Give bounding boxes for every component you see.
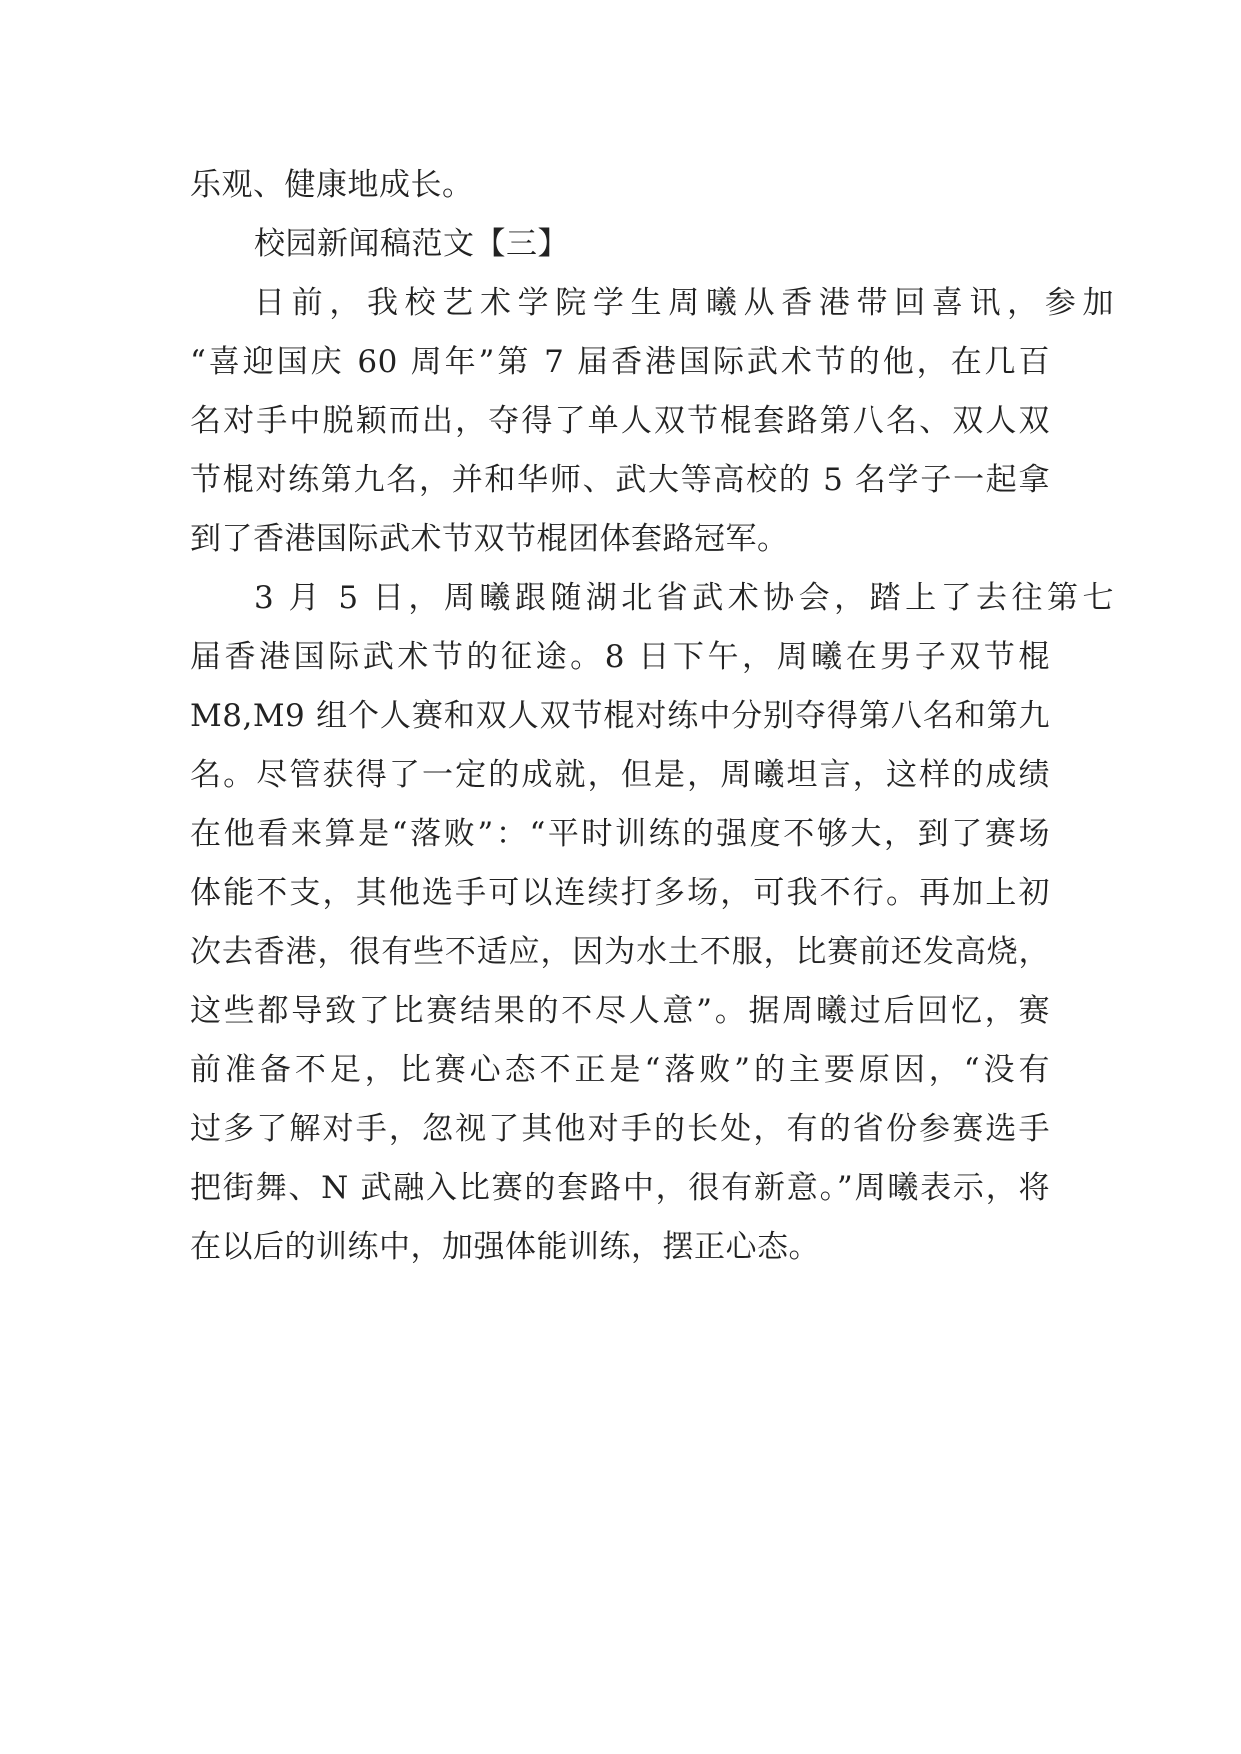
paragraph2-line: 这些都导致了比赛结果的不尽人意”。据周曦过后回忆，赛 (190, 993, 1050, 1029)
paragraph2-line: 届香港国际武术节的征途。8 日下午，周曦在男子双节棍 (190, 639, 1050, 675)
paragraph1-line: 节棍对练第九名，并和华师、武大等高校的 5 名学子一起拿 (190, 462, 1050, 498)
paragraph1-line: “喜迎国庆 60 周年”第 7 届香港国际武术节的他，在几百 (190, 344, 1050, 380)
document-body (190, 156, 1114, 1277)
paragraph2-line: M8,M9 组个人赛和双人双节棍对练中分别夺得第八名和第九 (190, 698, 1050, 734)
paragraph1-line: 日前，我校艺术学院学生周曦从香港带回喜讯，参加 (254, 285, 1114, 321)
paragraph2-line: 3 月 5 日，周曦跟随湖北省武术协会，踏上了去往第七 (254, 580, 1114, 616)
paragraph2-line: 前准备不足，比赛心态不正是“落败”的主要原因，“没有 (190, 1052, 1050, 1088)
paragraph2-line: 在他看来算是“落败”：“平时训练的强度不够大，到了赛场 (190, 816, 1050, 852)
paragraph2-line: 名。尽管获得了一定的成就，但是，周曦坦言，这样的成绩 (190, 757, 1050, 793)
paragraph2-line: 体能不支，其他选手可以连续打多场，可我不行。再加上初 (190, 875, 1050, 911)
section-title: 校园新闻稿范文【三】 (254, 226, 569, 262)
paragraph2-line: 次去香港，很有些不适应，因为水土不服，比赛前还发高烧， (190, 934, 1050, 970)
paragraph2-line: 在以后的训练中，加强体能训练，摆正心态。 (190, 1229, 820, 1265)
paragraph1-line: 名对手中脱颖而出，夺得了单人双节棍套路第八名、双人双 (190, 403, 1050, 439)
paragraph1-line: 到了香港国际武术节双节棍团体套路冠军。 (190, 521, 789, 557)
intro-line: 乐观、健康地成长。 (190, 167, 474, 203)
paragraph2-line: 过多了解对手，忽视了其他对手的长处，有的省份参赛选手 (190, 1111, 1050, 1147)
paragraph2-line: 把街舞、N 武融入比赛的套路中，很有新意。”周曦表示，将 (190, 1170, 1050, 1206)
